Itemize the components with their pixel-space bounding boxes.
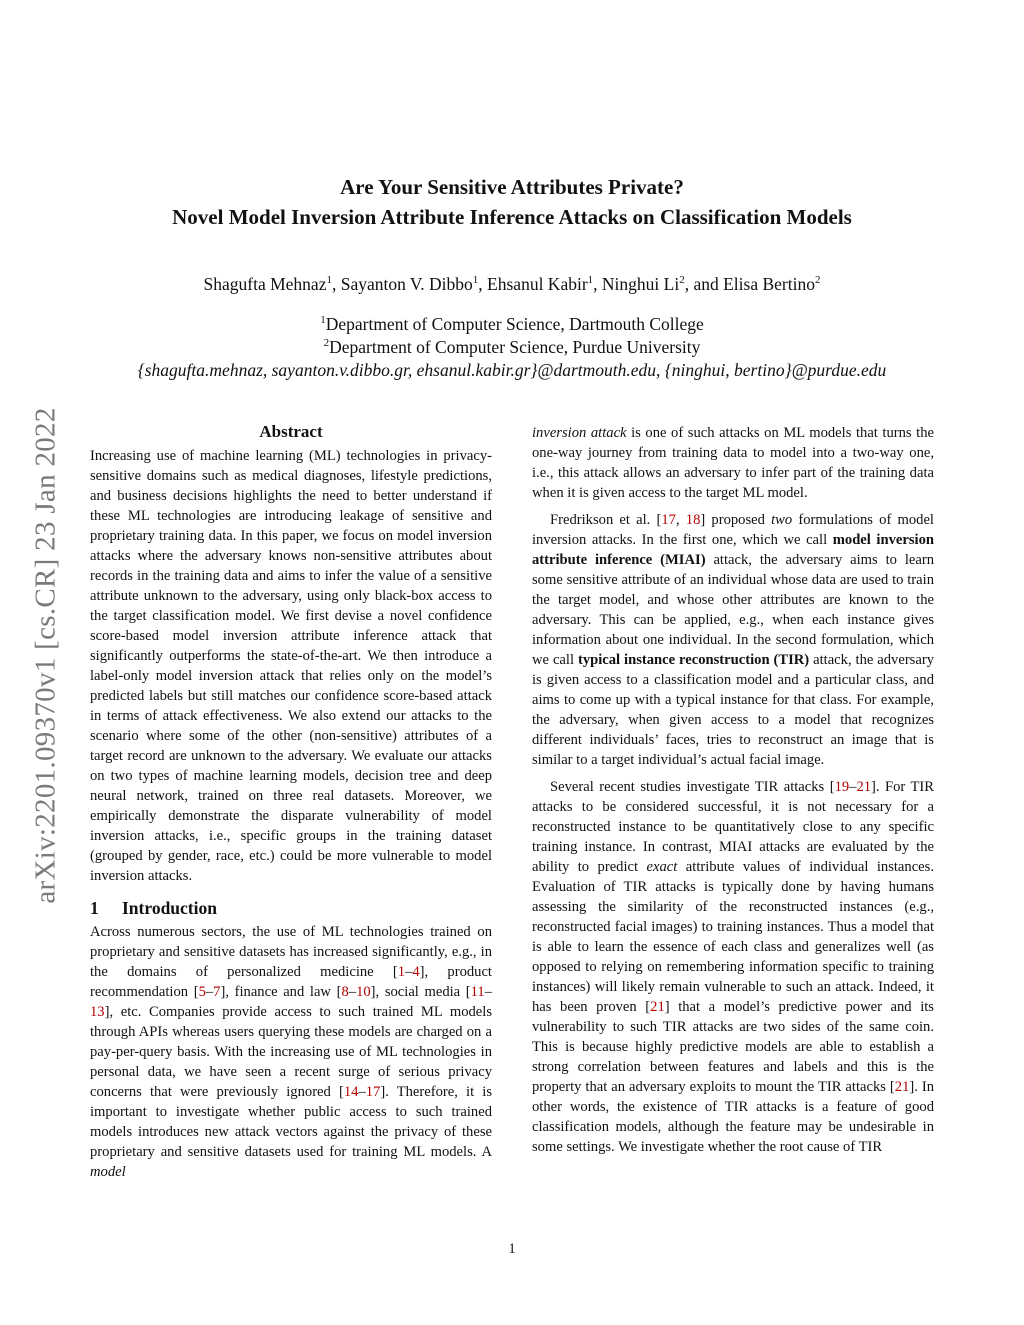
text-run: – (484, 984, 493, 1000)
intro-paragraph (90, 922, 492, 1182)
text-run: – (849, 779, 857, 795)
affiliation-number: 1 (320, 314, 326, 326)
text-run: attack, the adversary aims to learn some sensitive attribute of an individual whose data are used to train the target model, and whose other attributes are known to the adversary. This can be applied, e.g., when each instance gives information about one individual. In the second formulation, which we call (532, 552, 935, 668)
right-paragraph (532, 777, 934, 1157)
italic-term: two (771, 512, 793, 528)
author-separator: , and (684, 274, 724, 294)
author-separator: , (331, 274, 341, 294)
author-affiliation-mark: 2 (679, 274, 685, 286)
affiliations (80, 313, 944, 382)
citation-link[interactable]: 21 (650, 999, 665, 1015)
right-paragraph (532, 510, 934, 770)
text-run: ] that a model’s predictive power and its vulnerability to such TIR attacks are two sides of the same coin. This is because highly predictive models are able to establish a strong correlation between features and labels and this is the property that an adversary exploits to mount the TIR attacks [ (532, 999, 934, 1095)
affiliation-number: 2 (323, 337, 330, 349)
citation-link[interactable]: 21 (894, 1079, 910, 1095)
arxiv-identifier[interactable]: arXiv:2201.09370v1 [cs.CR] 23 Jan 2022 (29, 406, 62, 904)
text-run: – (358, 1084, 366, 1100)
text-run: is one of such attacks on ML models that turns the one-way journey from training data to model into a two-way one, i.e., this attack allows an adversary to infer part of the training data when it is given access to the target ML model. (532, 425, 934, 501)
section-number: 1 (90, 898, 99, 918)
text-run: ]. Therefore, it is important to investigate whether public access to such trained models introduces new attack vectors against the privacy of these proprietary and sensitive datasets used for training ML models. A (90, 1084, 492, 1160)
citation-link[interactable]: 14 (343, 1084, 359, 1100)
italic-term: model (90, 1164, 126, 1180)
affiliation-text: Department of Computer Science, Dartmouth College (325, 314, 704, 334)
left-column (90, 420, 492, 1182)
text-run: ], product recommendation [ (90, 964, 492, 1000)
title-line-2: Novel Model Inversion Attribute Inference Attacks on Classification Models (172, 205, 852, 229)
arxiv-sidebar-stamp (6, 365, 86, 945)
author-affiliation-mark: 2 (814, 274, 821, 286)
citation-link[interactable]: 17 (365, 1084, 381, 1100)
citation-link[interactable]: 18 (685, 512, 701, 528)
text-run: – (405, 964, 413, 980)
italic-term: exact (646, 859, 678, 875)
author: Elisa Bertino (723, 274, 815, 294)
text-run: ]. For TIR attacks to be considered successful, it is not necessary for a reconstructed instance to be quantitatively close to any specific training instance. In contrast, MIAI attacks are evaluated by the ability to predict (532, 779, 934, 875)
text-run: ]. In other words, the existence of TIR attacks is a feature of good classification models, although the feature may be undesirable in some settings. We investigate whether the root cause of TIR (532, 1079, 934, 1155)
author-affiliation-mark: 1 (587, 274, 594, 286)
abstract-text: Increasing use of machine learning (ML) technologies in privacy-sensitive domains such as medical diagnoses, lifestyle predictions, and business decisions highlights the need to better understand if these ML technologies are introducing leakage of sensitive and proprietary training data. In this paper, we focus on model inversion attacks where the adversary knows non-sensitive attributes about records in the training data and aims to infer the value of a sensitive attribute unknown to the adversary, using only black-box access to the target classification model. We first devise a novel confidence score-based model inversion attribute inference attack that significantly outperforms the state-of-the-art. We then introduce a label-only model inversion attack that relies only on the model’s predicted labels but still matches our confidence score-based attack in terms of attack effectiveness. We also extend our attacks to the scenario where some of the other (non-sensitive) attributes of a target record are unknown to the adversary. We evaluate our attacks on two types of machine learning models, decision tree and deep neural network, trained on three real datasets. Moreover, we empirically demonstrate the disparate vulnerability of model inversion attacks, i.e., specific groups in the training dataset (grouped by gender, race, etc.) could be more vulnerable to model inversion attacks. (90, 448, 492, 884)
text-run: Several recent studies investigate TIR attacks [ (550, 779, 835, 795)
author-emails[interactable]: {shagufta.mehnaz, sayanton.v.dibbo.gr, ehsanul.kabir.gr}@dartmouth.edu, {ninghui, bertino}@purdue.edu (137, 360, 887, 380)
section-title: Introduction (122, 898, 217, 918)
bold-term: model inversion attribute inference (MIAI) (532, 532, 934, 568)
text-run: – (348, 984, 357, 1000)
italic-term: inversion attack (532, 425, 627, 441)
text-run: Fredrikson et al. [ (550, 512, 662, 528)
text-run: Across numerous sectors, the use of ML technologies trained on proprietary and sensitive datasets has increased significantly, e.g., in the domains of personalized medicine [ (90, 924, 492, 980)
citation-link[interactable]: 13 (90, 1004, 105, 1020)
citation-link[interactable]: 10 (356, 984, 371, 1000)
author: Ninghui Li (601, 274, 680, 294)
citation-link[interactable]: 4 (412, 964, 420, 980)
author: Sayanton V. Dibbo (340, 274, 473, 294)
author: Ehsanul Kabir (487, 274, 588, 294)
text-run: attribute values of individual instances. Evaluation of TIR attacks is typically done by having humans assessing the similarity of the reconstructed instances (e.g., reconstructed facial images) to training instances. Thus a model that is able to learn the essence of each class and generalizes well (as opposed to relying on remembering information specific to training instances) will likely remain vulnerable to such an attack. Indeed, it has been proven [ (532, 859, 934, 1015)
text-run: ], social media [ (370, 984, 471, 1000)
paper-title (80, 172, 944, 232)
text-run: – (205, 984, 214, 1000)
citation-link[interactable]: 17 (661, 512, 676, 528)
author-separator: , (478, 274, 488, 294)
text-run: ], etc. Companies provide access to such trained ML models through APIs whereas users querying these models are charged on a pay-per-query basis. With the increasing use of ML technologies in personal data, we have seen a recent surge of serious privacy concerns that were previously ignored [ (90, 1004, 492, 1100)
affiliation-line (80, 313, 944, 336)
text-run: ] proposed (700, 512, 772, 528)
bold-term: typical instance reconstruction (TIR) (577, 652, 810, 668)
citation-link[interactable]: 5 (198, 984, 206, 1000)
author-affiliation-mark: 1 (472, 274, 479, 286)
author-separator: , (593, 274, 602, 294)
text-run: formulations of model inversion attacks. In the first one, which we call (532, 512, 934, 548)
text-run: ], finance and law [ (220, 984, 342, 1000)
citation-link[interactable]: 7 (213, 984, 221, 1000)
abstract-heading: Abstract (259, 422, 323, 441)
affiliation-line (80, 336, 944, 359)
title-line-1: Are Your Sensitive Attributes Private? (340, 175, 684, 199)
citation-link[interactable]: 8 (341, 984, 349, 1000)
author-list (80, 272, 944, 296)
text-run: attack, the adversary is given access to a classification model and a particular class, and aims to come up with a typical instance for that class. For example, the adversary, when given access to a model that recognizes different individuals’ faces, tries to reconstruct an image that is similar to a target individual’s actual facial image. (532, 652, 934, 768)
right-column (532, 423, 934, 1157)
affiliation-text: Department of Computer Science, Purdue University (329, 337, 701, 357)
text-run: , (675, 512, 686, 528)
section-heading-introduction (90, 896, 492, 920)
citation-link[interactable]: 21 (856, 779, 872, 795)
citation-link[interactable]: 11 (470, 984, 485, 1000)
author: Shagufta Mehnaz (203, 274, 327, 294)
author-affiliation-mark: 1 (326, 274, 332, 286)
right-paragraph (532, 423, 934, 503)
page-number: 1 (508, 1241, 516, 1257)
citation-link[interactable]: 19 (834, 779, 850, 795)
citation-link[interactable]: 1 (397, 964, 406, 980)
